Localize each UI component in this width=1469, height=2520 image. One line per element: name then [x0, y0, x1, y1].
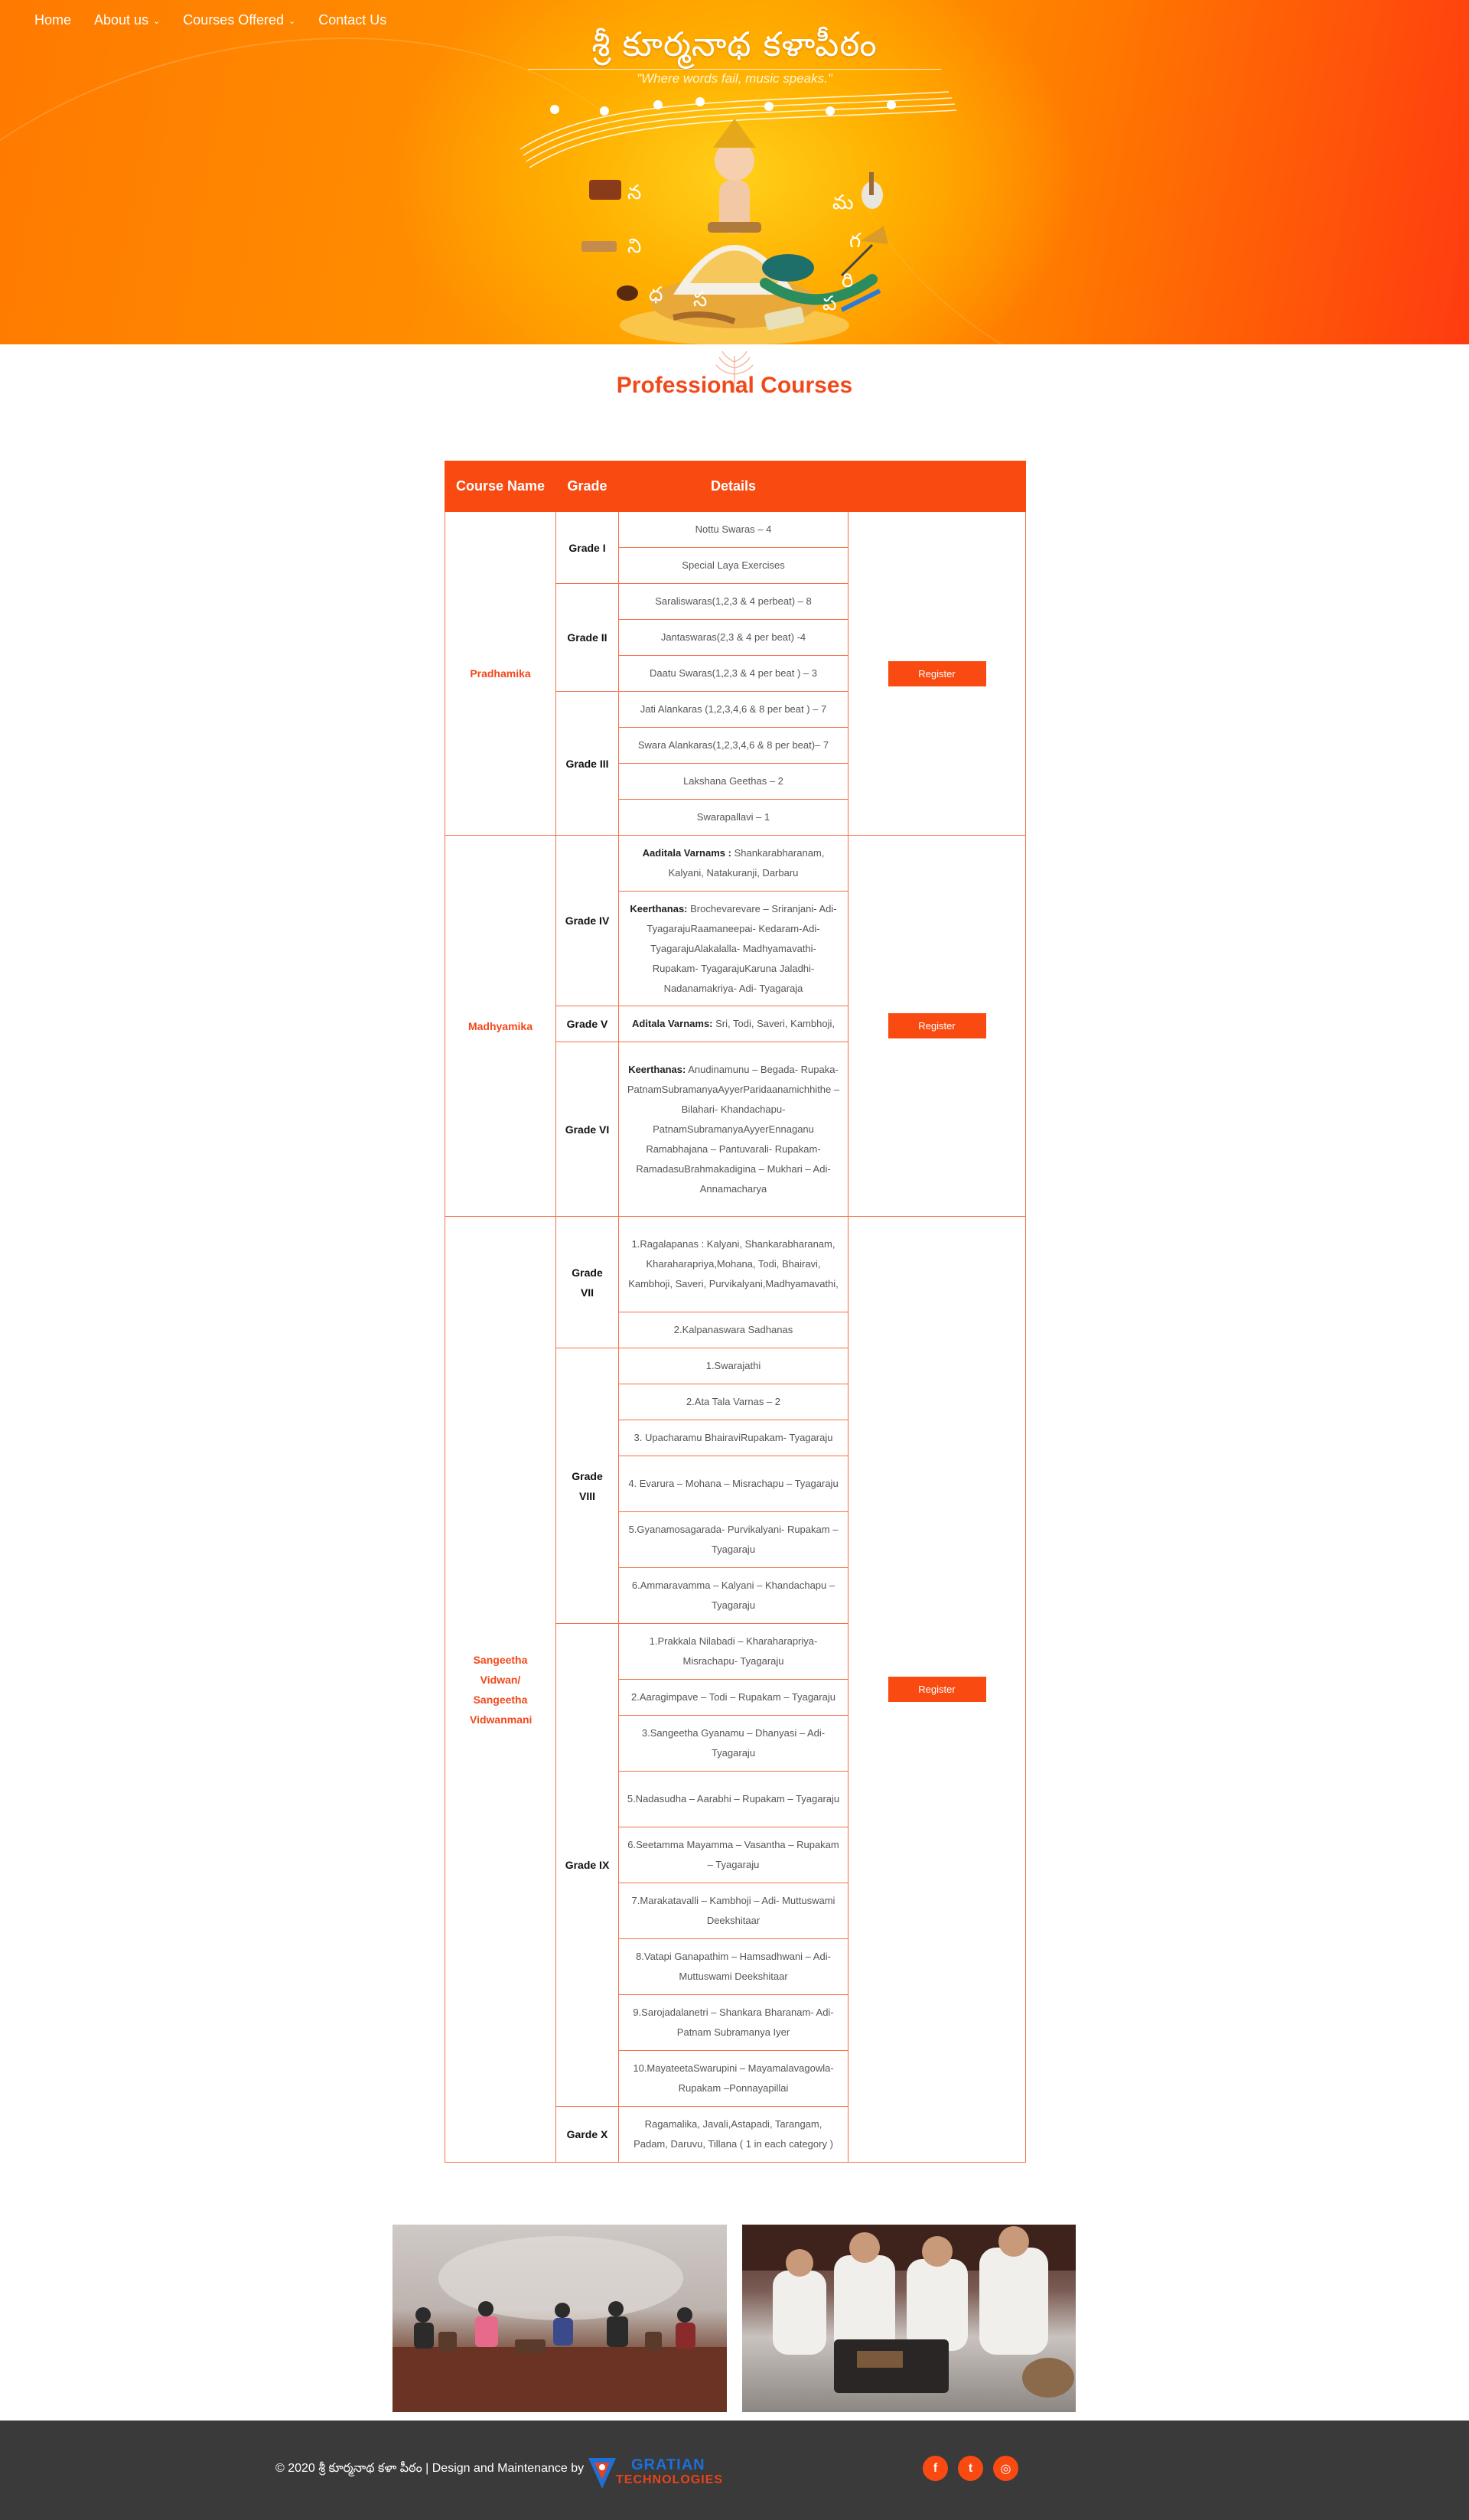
- detail-cell: [619, 892, 849, 1006]
- detail-label: Aaditala Varnams :: [642, 847, 731, 859]
- action-cell: [849, 512, 1026, 836]
- detail-cell: [619, 1042, 849, 1217]
- detail-cell: Ragamalika, Javali,Astapadi, Tarangam, Padam, Daruvu, Tillana ( 1 in each category ): [619, 2107, 849, 2163]
- detail-cell: 1.Prakkala Nilabadi – Kharaharapriya- Misrachapu- Tyagaraju: [619, 1624, 849, 1680]
- grade-label: Grade VII: [572, 1266, 603, 1299]
- svg-text:న: న: [627, 181, 642, 204]
- hero-banner: [0, 0, 1469, 344]
- saraswati-illustration: [513, 88, 956, 344]
- course-name-cell: [445, 1217, 556, 2163]
- detail-text: Brochevarevare – Sriranjani- Adi- TyagarajuRaamaneepai- Kedaram-Adi- TyagarajuAlakalalla- Madhyamavathi- Rupakam- TyagarajuKaruna Jaladhi- Nadanamakriya- Adi- Tyagaraja: [647, 902, 837, 994]
- detail-cell: 4. Evarura – Mohana – Misrachapu – Tyagaraju: [619, 1456, 849, 1512]
- grade-cell: Grade IV: [556, 836, 619, 1006]
- chevron-down-icon: ⌄: [153, 17, 161, 26]
- detail-cell: [619, 836, 849, 892]
- svg-text:రి: రి: [842, 269, 854, 292]
- detail-cell: Daatu Swaras(1,2,3 & 4 per beat ) – 3: [619, 656, 849, 692]
- detail-cell: 5.Gyanamosagarada- Purvikalyani- Rupakam – Tyagaraju: [619, 1512, 849, 1568]
- register-button-pradhamika[interactable]: Register: [888, 661, 986, 686]
- svg-text:మ: మ: [832, 191, 854, 214]
- column-header: [849, 461, 1026, 512]
- register-button-sangeetha-vidwan[interactable]: Register: [888, 1677, 986, 1702]
- detail-cell: Jati Alankaras (1,2,3,4,6 & 8 per beat ) – 7: [619, 692, 849, 728]
- detail-cell: 2.Aaragimpave – Todi – Rupakam – Tyagaraju: [619, 1680, 849, 1716]
- detail-text: Sri, Todi, Saveri, Kambhoji,: [712, 1018, 835, 1029]
- column-header: Grade: [556, 461, 619, 512]
- register-button-madhyamika[interactable]: Register: [888, 1013, 986, 1038]
- grade-cell: [556, 1217, 619, 1348]
- detail-label: Aditala Varnams:: [632, 1018, 713, 1029]
- column-header: Course Name: [445, 461, 556, 512]
- courses-table: [445, 461, 1026, 2163]
- grade-cell: Grade V: [556, 1006, 619, 1042]
- table-row: [445, 512, 1026, 548]
- detail-cell: 10.MayateetaSwarupini – Mayamalavagowla- Rupakam –Ponnayapillai: [619, 2051, 849, 2107]
- nav-contact[interactable]: [318, 12, 386, 28]
- action-cell: [849, 836, 1026, 1217]
- detail-label: Keerthanas:: [630, 902, 688, 914]
- courses-section-header: [0, 348, 1469, 399]
- detail-cell: 2.Kalpanaswara Sadhanas: [619, 1312, 849, 1348]
- detail-cell: Saraliswaras(1,2,3 & 4 perbeat) – 8: [619, 584, 849, 620]
- copyright-text: © 2020 శ్రీ కూర్మనాథ కళా పీఠం | Design and Maintenance by: [275, 2462, 585, 2475]
- site-brand: [505, 24, 964, 86]
- table-row: [445, 1217, 1026, 1312]
- nav-home[interactable]: [34, 12, 71, 28]
- course-name-cell: Pradhamika: [445, 512, 556, 836]
- grade-cell: Grade I: [556, 512, 619, 584]
- detail-cell: 3.Sangeetha Gyanamu – Dhanyasi – Adi- Tyagaraju: [619, 1716, 849, 1772]
- course-name-cell: Madhyamika: [445, 836, 556, 1217]
- detail-cell: Lakshana Geethas – 2: [619, 764, 849, 800]
- detail-cell: 6.Ammaravamma – Kalyani – Khandachapu – Tyagaraju: [619, 1568, 849, 1624]
- grade-cell: Grade III: [556, 692, 619, 836]
- grade-cell: Grade VI: [556, 1042, 619, 1217]
- facebook-icon[interactable]: f: [923, 2456, 948, 2481]
- detail-cell: Nottu Swaras – 4: [619, 512, 849, 548]
- column-header: Details: [619, 461, 849, 512]
- detail-cell: Jantaswaras(2,3 & 4 per beat) -4: [619, 620, 849, 656]
- svg-text:ప: ప: [822, 292, 837, 315]
- concert-photo-illustration: [392, 2225, 727, 2412]
- nav-about[interactable]: [94, 12, 160, 28]
- nav-home-label: Home: [34, 12, 72, 28]
- social-links: [923, 2456, 1018, 2481]
- nav-courses-offered[interactable]: [183, 12, 295, 28]
- site-footer: [0, 2421, 1469, 2520]
- grade-cell: Garde X: [556, 2107, 619, 2163]
- svg-text:ని: ని: [627, 235, 642, 258]
- svg-text:ధ: ధ: [649, 283, 663, 306]
- detail-cell: 6.Seetamma Mayamma – Vasantha – Rupakam – Tyagaraju: [619, 1827, 849, 1883]
- twitter-icon[interactable]: t: [958, 2456, 983, 2481]
- detail-cell: 9.Sarojadalanetri – Shankara Bharanam- Adi- Patnam Subramanya Iyer: [619, 1995, 849, 2051]
- site-tagline: "Where words fail, music speaks.": [637, 71, 832, 86]
- detail-cell: 7.Marakatavalli – Kambhoji – Adi- Muttuswami Deekshitaar: [619, 1883, 849, 1939]
- grade-cell: Grade IX: [556, 1624, 619, 2107]
- detail-cell: 1.Ragalapanas : Kalyani, Shankarabharanam, Kharaharapriya,Mohana, Todi, Bhairavi, Kambhoji, Saveri, Purvikalyani,Madhyamavathi,: [619, 1217, 849, 1312]
- nav-courses-label: Courses Offered: [183, 12, 285, 28]
- detail-cell: 5.Nadasudha – Aarabhi – Rupakam – Tyagaraju: [619, 1772, 849, 1827]
- course-name-label: Sangeetha Vidwan/ Sangeetha Vidwanmani: [470, 1653, 533, 1726]
- svg-text:స: స: [693, 289, 708, 311]
- detail-cell: 8.Vatapi Ganapathim – Hamsadhwani – Adi- Muttuswami Deekshitaar: [619, 1939, 849, 1995]
- logo-text-technologies: TECHNOLOGIES: [616, 2473, 724, 2486]
- nav-contact-label: Contact Us: [318, 12, 387, 28]
- concert-photo: [392, 2225, 727, 2412]
- detail-label: Keerthanas:: [628, 1063, 686, 1075]
- detail-cell: Special Laya Exercises: [619, 548, 849, 584]
- music-notes-decoration: [550, 97, 896, 116]
- detail-text: Shankarabharanam, Kalyani, Natakuranji, Darbaru: [668, 847, 825, 879]
- gratian-technologies-logo[interactable]: [585, 2452, 723, 2492]
- detail-cell: 1.Swarajathi: [619, 1348, 849, 1384]
- detail-cell: Swara Alankaras(1,2,3,4,6 & 8 per beat)– 7: [619, 728, 849, 764]
- detail-cell: 2.Ata Tala Varnas – 2: [619, 1384, 849, 1420]
- section-title: Professional Courses: [616, 373, 853, 398]
- chevron-down-icon: ⌄: [288, 17, 296, 26]
- students-photo-illustration: [742, 2225, 1076, 2412]
- title-divider: [528, 69, 941, 70]
- site-title: శ్రీ కూర్మనాథ కళాపీఠం: [591, 25, 878, 64]
- detail-text: Anudinamunu – Begada- Rupaka- PatnamSubramanyaAyyerParidaanamichhithe – Bilahari- Khandachapu- PatnamSubramanyaAyyerEnnaganu Ramabhajana – Pantuvarali- Rupakam- RamadasuBrahmakadigina – Mukhari – Adi- Annamacharya: [627, 1063, 840, 1195]
- instagram-icon[interactable]: ◎: [993, 2456, 1018, 2481]
- grade-label: Grade VIII: [572, 1469, 603, 1502]
- gratian-logo-icon: [585, 2452, 619, 2492]
- grade-cell: Grade II: [556, 584, 619, 692]
- detail-cell: Swarapallavi – 1: [619, 800, 849, 836]
- action-cell: [849, 1217, 1026, 2163]
- logo-text-gratian: GRATIAN: [631, 2456, 705, 2473]
- grade-cell: [556, 1348, 619, 1624]
- students-photo: [742, 2225, 1076, 2412]
- nav-about-label: About us: [94, 12, 149, 28]
- detail-cell: [619, 1006, 849, 1042]
- table-header-row: [445, 461, 1026, 512]
- table-row: [445, 836, 1026, 892]
- main-nav: [34, 12, 386, 28]
- svg-text:గ: గ: [849, 230, 862, 253]
- detail-cell: 3. Upacharamu BhairaviRupakam- Tyagaraju: [619, 1420, 849, 1456]
